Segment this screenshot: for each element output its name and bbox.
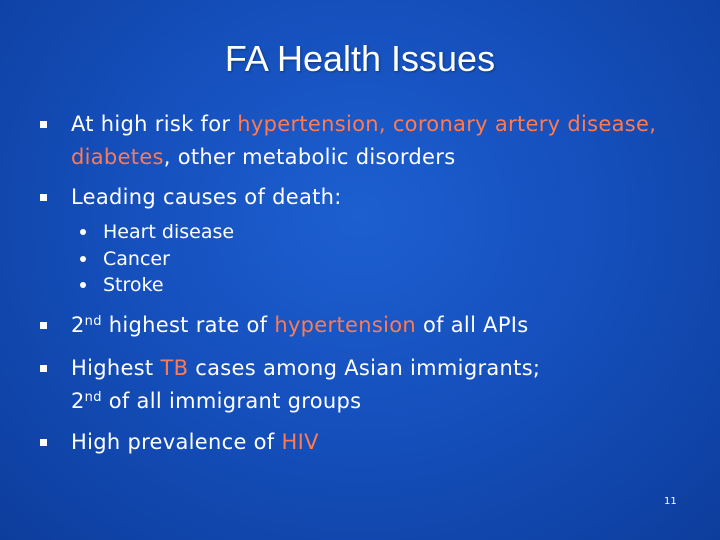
- square-bullet-icon: [40, 194, 47, 201]
- square-bullet-icon: [40, 121, 47, 128]
- square-bullet-icon: [40, 439, 47, 446]
- bullet-hypertension-text: 2nd highest rate of hypertension of all APIs: [71, 313, 529, 337]
- highlight-tb: TB: [160, 356, 189, 380]
- dot-bullet-icon: [80, 256, 86, 262]
- list-item: Heart disease: [80, 219, 234, 246]
- bullet-tb: [40, 352, 680, 418]
- dot-bullet-icon: [80, 282, 86, 288]
- bullet-hypertension: [40, 309, 680, 342]
- bullet-risk: [40, 108, 680, 174]
- list-item: Cancer: [80, 246, 234, 273]
- list-item: Stroke: [80, 272, 234, 299]
- highlight-conditions: hypertension, coronary artery disease, diabetes: [71, 112, 657, 169]
- square-bullet-icon: [40, 365, 47, 372]
- bullet-risk-text: At high risk for hypertension, coronary artery disease, diabetes, other metabolic disorders: [71, 112, 657, 169]
- page-number: 11: [664, 496, 677, 507]
- bullet-causes-text: Leading causes of death:: [71, 185, 342, 209]
- highlight-hiv: HIV: [281, 430, 319, 454]
- bullet-causes: [40, 181, 680, 214]
- bullet-hiv-text: High prevalence of HIV: [71, 430, 319, 454]
- dot-bullet-icon: [80, 229, 86, 235]
- slide-title: FA Health Issues: [224, 38, 496, 79]
- bullet-hiv: [40, 426, 680, 459]
- causes-list: [80, 219, 234, 299]
- bullet-tb-text: Highest TB cases among Asian immigrants; 2nd of all immigrant groups: [71, 356, 541, 413]
- square-bullet-icon: [40, 322, 47, 329]
- highlight-hypertension: hypertension: [274, 313, 416, 337]
